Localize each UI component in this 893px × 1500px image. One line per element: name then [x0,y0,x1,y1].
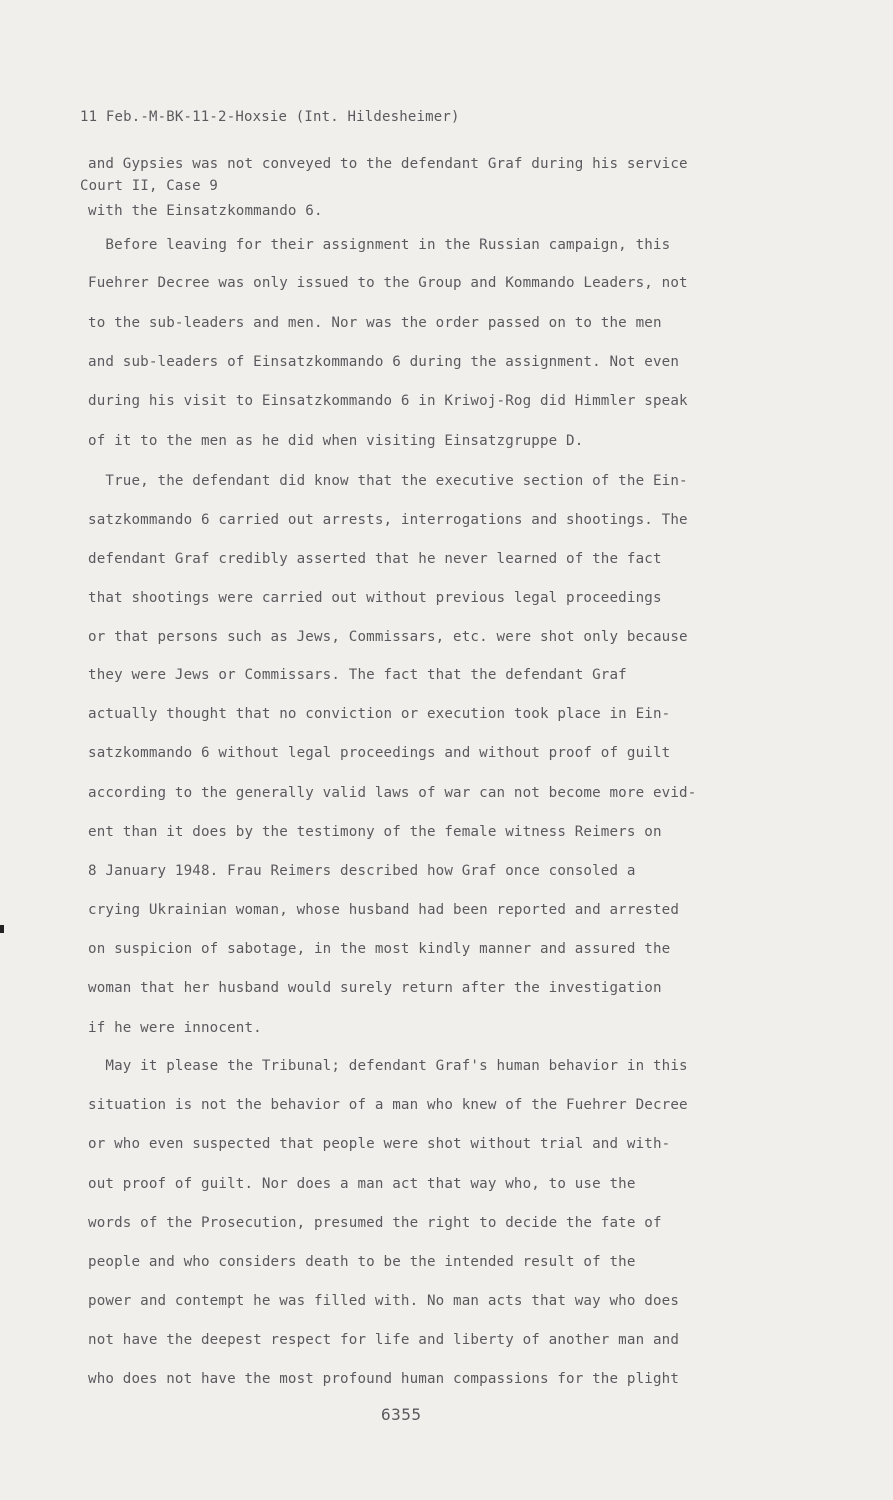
text-line: according to the generally valid laws of war can not become more evid- [88,785,697,801]
header-reference-line: 11 Feb.-M-BK-11-2-Hoxsie (Int. Hildesheimer) [80,109,460,125]
text-line: out proof of guilt. Nor does a man act that way who, to use the [88,1176,636,1192]
text-line: they were Jews or Commissars. The fact that the defendant Graf [88,667,627,683]
text-line: power and contempt he was filled with. No man acts that way who does [88,1293,680,1309]
text-line: situation is not the behavior of a man who knew of the Fuehrer Decree [88,1097,688,1113]
text-line: May it please the Tribunal; defendant Graf's human behavior in this [88,1058,688,1074]
text-line: crying Ukrainian woman, whose husband had been reported and arrested [88,902,680,918]
text-line: during his visit to Einsatzkommando 6 in Kriwoj-Rog did Himmler speak [88,393,688,409]
text-line: satzkommando 6 carried out arrests, interrogations and shootings. The [88,512,688,528]
text-line: defendant Graf credibly asserted that he never learned of the fact [88,551,662,567]
text-line: satzkommando 6 without legal proceedings and without proof of guilt [88,745,671,761]
text-line: if he were innocent. [88,1020,262,1036]
text-line: ent than it does by the testimony of the female witness Reimers on [88,824,662,840]
text-line: words of the Prosecution, presumed the right to decide the fate of [88,1215,662,1231]
text-line: 8 January 1948. Frau Reimers described how Graf once consoled a [88,863,636,879]
text-line: Before leaving for their assignment in the Russian campaign, this [88,237,671,253]
text-line: with the Einsatzkommando 6. [88,203,323,219]
text-line: not have the deepest respect for life and liberty of another man and [88,1332,680,1348]
text-line: of it to the men as he did when visiting Einsatzgruppe D. [88,433,584,449]
text-line: to the sub-leaders and men. Nor was the order passed on to the men [88,315,662,331]
page-number: 6355 [381,1405,422,1424]
text-line: or that persons such as Jews, Commissars, etc. were shot only because [88,629,688,645]
binder-hole-mark [0,925,4,933]
text-line: or who even suspected that people were shot without trial and with- [88,1136,671,1152]
text-line: True, the defendant did know that the executive section of the Ein- [88,473,688,489]
text-line: woman that her husband would surely return after the investigation [88,980,662,996]
text-line: Fuehrer Decree was only issued to the Group and Kommando Leaders, not [88,275,688,291]
text-line: actually thought that no conviction or execution took place in Ein- [88,706,671,722]
text-line: people and who considers death to be the intended result of the [88,1254,636,1270]
text-line: that shootings were carried out without previous legal proceedings [88,590,662,606]
header-court-line: Court II, Case 9 [80,178,219,194]
text-line: and Gypsies was not conveyed to the defendant Graf during his service [88,156,688,172]
text-line: who does not have the most profound human compassions for the plight [88,1371,680,1387]
text-line: and sub-leaders of Einsatzkommando 6 during the assignment. Not even [88,354,680,370]
text-line: on suspicion of sabotage, in the most kindly manner and assured the [88,941,671,957]
